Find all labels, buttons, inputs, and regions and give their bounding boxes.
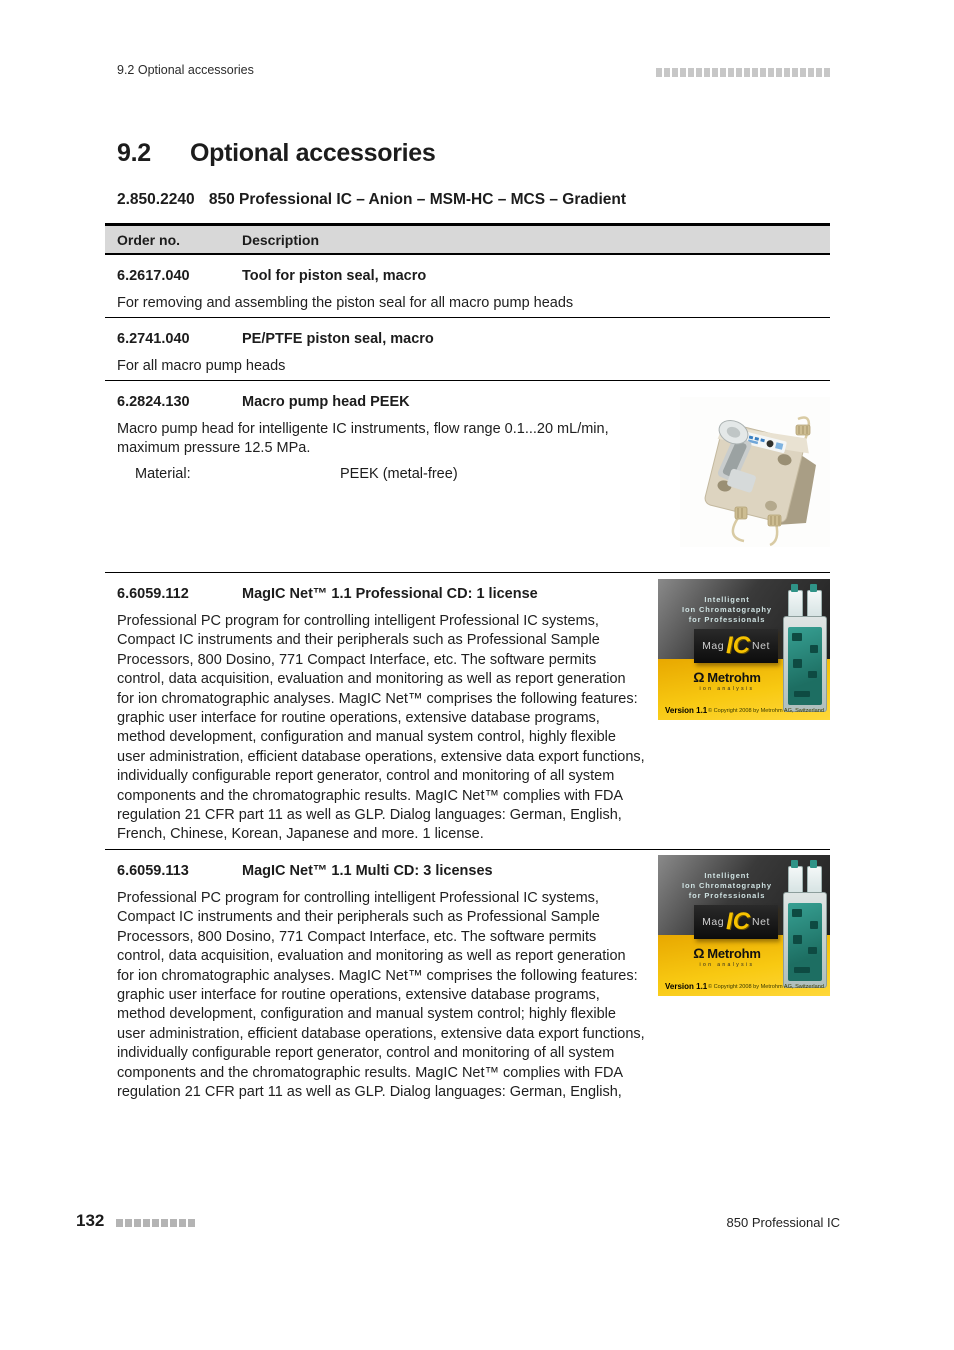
metrohm-logo: Ω Metrohm ion analysis	[693, 945, 761, 968]
cd-version-label: Version 1.1	[665, 706, 708, 715]
item-order-no: 6.2617.040	[117, 268, 190, 284]
property-value: PEEK (metal-free)	[340, 465, 458, 482]
item-description: For removing and assembling the piston seal for all macro pump heads	[117, 295, 574, 311]
section-title: 850 Professional IC – Anion – MSM-HC – MCS – Gradient	[208, 191, 627, 208]
macro-pump-head-photo	[680, 397, 830, 547]
column-header-description: Description	[242, 231, 320, 248]
item-name: Macro pump head PEEK	[242, 394, 410, 410]
magic-net-logo: Mag IC Net	[694, 629, 778, 663]
chapter-number: 9.2	[117, 139, 151, 167]
item-order-no: 6.6059.113	[117, 863, 189, 879]
table-header-row	[105, 223, 830, 255]
item-description: For all macro pump heads	[117, 358, 286, 374]
item-description: Professional PC program for controlling intelligent Professional IC systems, Compact IC instruments and their peripherals such as Professional Sample Processors, 800 Dosino, 771 Compact Interface, etc. The software permits control, data acquisition, evaluation and monitoring as well as report generation for ion chromatographic analyses. MagIC Net™ comprises the following features: graphic user interface for routine operations, extensive database programs, method development, configuration and manual system control; highly flexible user administration, efficient database operations, extensive data export functions, individually configurable report generator, control and monitoring of all system components and the chromatographic results. MagIC Net™ complies with FDA regulation 21 CFR part 11 as well as GLP. Dialog languages: German, English,	[117, 890, 645, 1101]
table-row	[105, 573, 830, 850]
cd-copyright: © Copyright 2008 by Metrohm AG, Switzerland	[707, 708, 824, 714]
page-number: 132	[76, 1211, 105, 1230]
table-row	[105, 255, 830, 318]
table-row	[105, 850, 830, 1102]
item-name: MagIC Net™ 1.1 Multi CD: 3 licenses	[242, 863, 493, 879]
item-order-no: 6.2741.040	[117, 331, 190, 347]
accessories-table	[105, 223, 830, 1102]
magic-net-cd-splash	[658, 579, 830, 720]
ic-instrument-graphic	[783, 588, 827, 712]
footer-dots-decoration	[116, 1219, 195, 1227]
item-description: Macro pump head for intelligente IC instruments, flow range 0.1...20 mL/min, maximum pressure 12.5 MPa.	[117, 421, 609, 457]
property-label: Material:	[135, 465, 191, 482]
pump-head-illustration	[680, 397, 830, 547]
metrohm-logo: Ω Metrohm ion analysis	[693, 669, 761, 692]
running-header: 9.2 Optional accessories	[117, 63, 254, 77]
header-dots-decoration	[656, 68, 830, 77]
item-order-no: 6.6059.112	[117, 586, 189, 602]
item-description: Professional PC program for controlling intelligent Professional IC systems, Compact IC instruments and their peripherals such as Professional Sample Processors, 800 Dosino, 771 Compact Interface, etc. The software permits control, data acquisition, evaluation and monitoring as well as report generation for ion chromatographic analyses. MagIC Net™ comprises the following features: graphic user interface for routine operations, extensive database programs, method development, configuration and manual system control, highly flexible user administration, efficient database operations, extensive data export functions, individually configurable report generator, control and monitoring of all system components and the chromatographic results. MagIC Net™ complies with FDA regulation 21 CFR part 11 as well as GLP. Dialog languages: German, English, French, Chinese, Korean, Japanese and more. 1 license.	[117, 613, 645, 843]
column-header-order-no: Order no.	[117, 231, 181, 248]
footer-product-name: 850 Professional IC	[726, 1215, 840, 1230]
chapter-title: Optional accessories	[190, 139, 436, 167]
magic-net-logo: Mag IC Net	[694, 905, 778, 939]
ic-instrument-graphic	[783, 864, 827, 988]
item-name: PE/PTFE piston seal, macro	[242, 331, 434, 347]
cd-tagline: Intelligent Ion Chromatography for Professionals	[682, 595, 772, 624]
section-heading	[117, 191, 626, 209]
table-row	[105, 318, 830, 381]
magic-net-cd-splash	[658, 855, 830, 996]
cd-version-label: Version 1.1	[665, 982, 708, 991]
cd-copyright: © Copyright 2008 by Metrohm AG, Switzerland	[707, 984, 824, 990]
item-order-no: 6.2824.130	[117, 394, 190, 410]
item-name: Tool for piston seal, macro	[242, 268, 427, 284]
item-name: MagIC Net™ 1.1 Professional CD: 1 license	[242, 586, 538, 602]
section-order-number: 2.850.2240	[117, 191, 195, 208]
table-row	[105, 381, 830, 573]
cd-tagline: Intelligent Ion Chromatography for Professionals	[682, 871, 772, 900]
